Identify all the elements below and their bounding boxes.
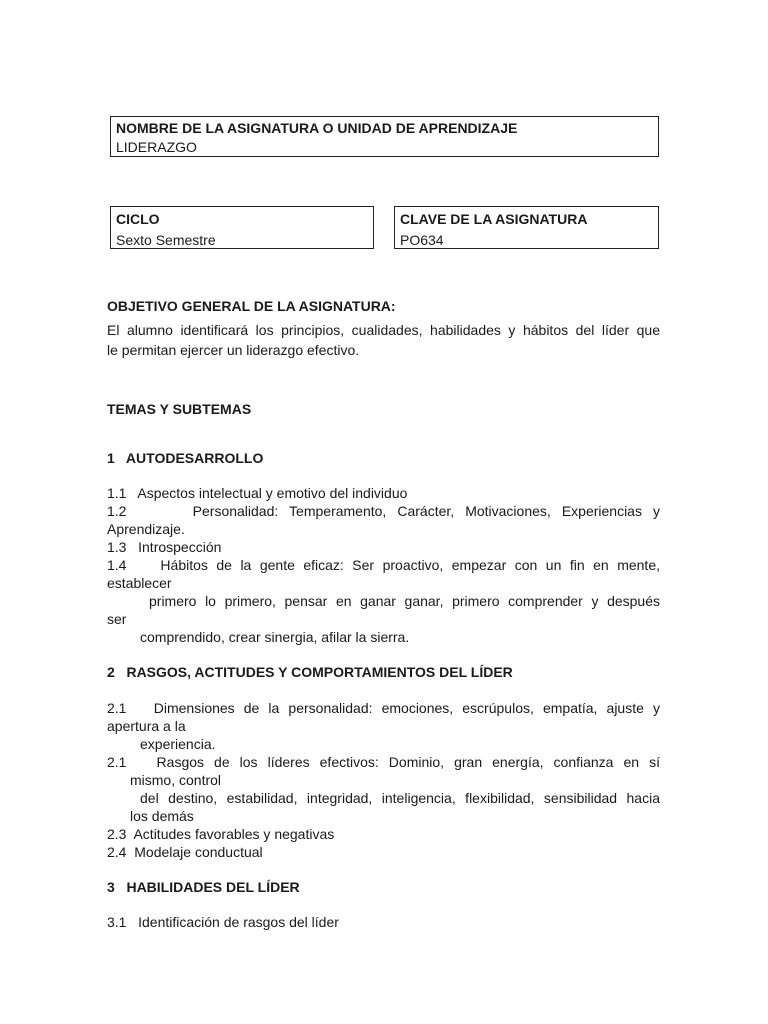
subtopic-1-4-cont-a: establecer xyxy=(107,575,172,591)
subtopic-1-3: 1.3 Introspección xyxy=(107,539,222,555)
subtopic-2-2-cont-a: mismo, control xyxy=(130,772,222,788)
subtopic-1-2: 1.2 Personalidad: Temperamento, Carácter, Motivaciones, Experiencias y xyxy=(107,503,660,519)
subtopic-1-4: 1.4 Hábitos de la gente eficaz: Ser proactivo, empezar con un fin en mente, xyxy=(107,557,660,573)
subtopic-1-4-cont-b: primero lo primero, pensar en ganar ganar, primero comprender y después xyxy=(149,593,660,609)
cycle-value: Sexto Semestre xyxy=(116,232,216,248)
subtopic-1-4-cont-d: comprendido, crear sinergia, afilar la sierra. xyxy=(140,629,410,645)
subtopic-2-3: 2.3 Actitudes favorables y negativas xyxy=(107,826,335,842)
subtopic-2-2-cont-b: del destino, estabilidad, integridad, inteligencia, flexibilidad, sensibilidad hacia xyxy=(140,790,660,806)
subtopic-2-1-cont-b: experiencia. xyxy=(140,736,216,752)
objective-line-2: le permitan ejercer un liderazgo efectivo. xyxy=(107,342,360,358)
subtopic-1-1: 1.1 Aspectos intelectual y emotivo del individuo xyxy=(107,485,408,501)
subject-value: LIDERAZGO xyxy=(116,139,197,155)
cycle-box xyxy=(110,206,374,249)
subtopic-2-2-cont-c: los demás xyxy=(130,808,194,824)
subtopic-1-2-cont: Aprendizaje. xyxy=(107,521,185,537)
subject-label: NOMBRE DE LA ASIGNATURA O UNIDAD DE APRENDIZAJE xyxy=(116,120,518,136)
subtopic-2-2: 2.1 Rasgos de los líderes efectivos: Dominio, gran energía, confianza en sí xyxy=(107,754,660,770)
subject-box xyxy=(110,116,659,157)
cycle-label: CICLO xyxy=(116,211,160,227)
section-1-heading: 1 AUTODESARROLLO xyxy=(107,450,264,466)
subtopic-3-1: 3.1 Identificación de rasgos del líder xyxy=(107,914,339,930)
subtopic-2-1: 2.1 Dimensiones de la personalidad: emociones, escrúpulos, empatía, ajuste y xyxy=(107,700,660,716)
key-value: PO634 xyxy=(400,232,444,248)
subtopic-2-1-cont-a: apertura a la xyxy=(107,718,186,734)
section-2-heading: 2 RASGOS, ACTITUDES Y COMPORTAMIENTOS DEL LÍDER xyxy=(107,664,513,680)
objective-line-1: El alumno identificará los principios, cualidades, habilidades y hábitos del líder que xyxy=(107,322,660,338)
section-3-heading: 3 HABILIDADES DEL LÍDER xyxy=(107,879,300,895)
topics-heading: TEMAS Y SUBTEMAS xyxy=(107,401,252,417)
subtopic-1-4-cont-c: ser xyxy=(107,611,127,627)
objective-heading: OBJETIVO GENERAL DE LA ASIGNATURA: xyxy=(107,298,396,314)
key-box xyxy=(394,206,659,249)
key-label: CLAVE DE LA ASIGNATURA xyxy=(400,211,588,227)
subtopic-2-4: 2.4 Modelaje conductual xyxy=(107,844,263,860)
